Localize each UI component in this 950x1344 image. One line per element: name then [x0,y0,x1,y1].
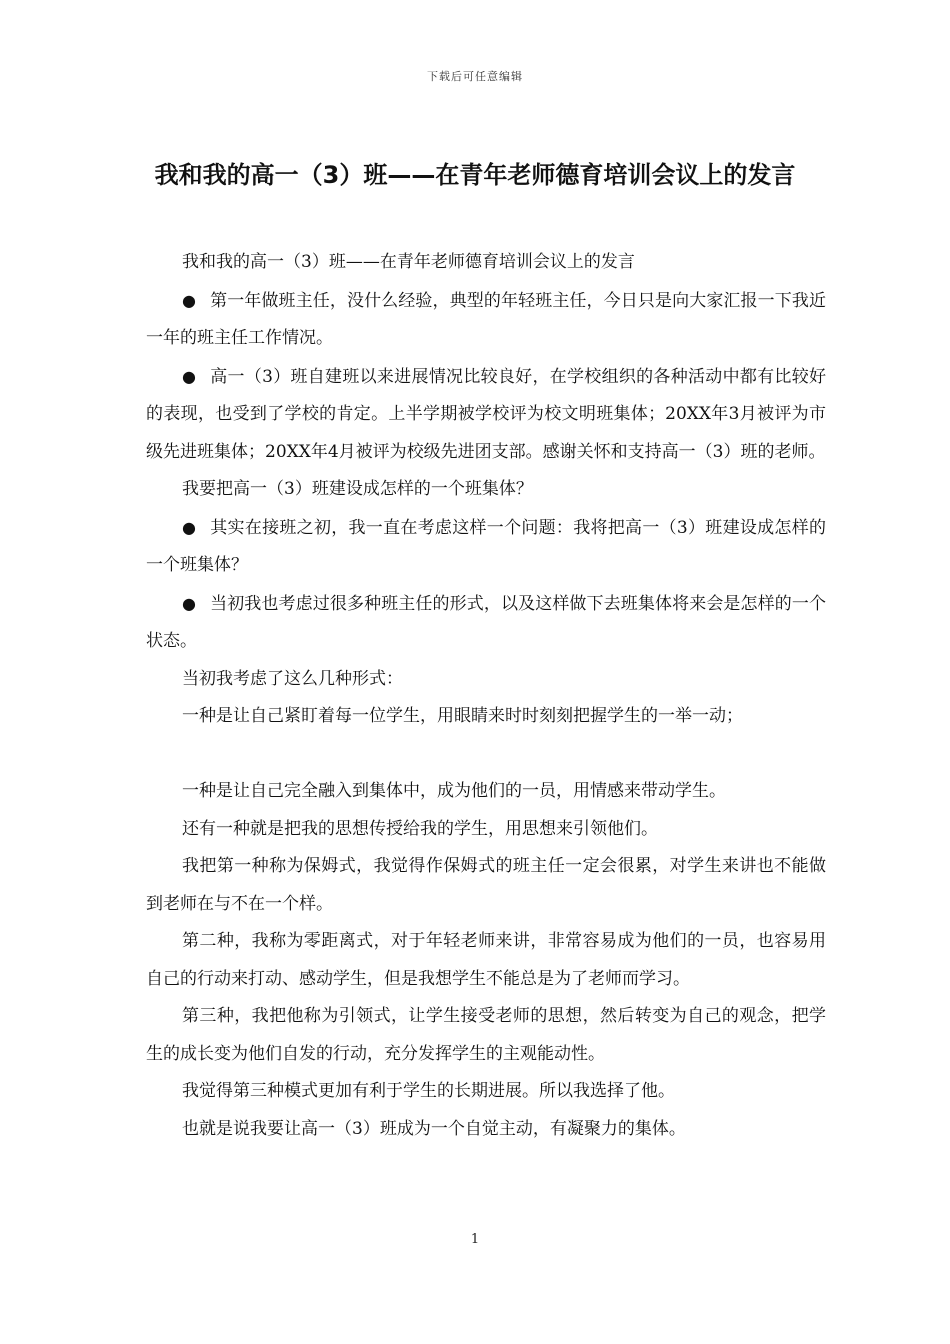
paragraph: 第三种，我把他称为引领式，让学生接受老师的思想，然后转变为自己的观念，把学生的成长变为他们自发的行动，充分发挥学生的主观能动性。 [146,1006,826,1064]
header-note: 下载后可任意编辑 [427,70,523,83]
paragraph-text: 其实在接班之初，我一直在考虑这样一个问题：我将把高一（3）班建设成怎样的一个班集体？ [146,517,826,575]
paragraph: 也就是说我要让高一（3）班成为一个自觉主动，有凝聚力的集体。 [182,1118,686,1139]
bullet-paragraph [146,509,826,585]
paragraph: 当初我考虑了这么几种形式： [182,668,403,689]
bullet-icon: ● [182,366,197,386]
paragraph: 第二种，我称为零距离式，对于年轻老师来讲，非常容易成为他们的一员，也容易用自己的行动来打动、感动学生，但是我想学生不能总是为了老师而学习。 [146,931,826,989]
bullet-paragraph [146,585,826,661]
page-number: 1 [470,1232,480,1247]
bullet-paragraph [146,358,826,472]
bullet-icon: ● [182,290,197,310]
blank-line [146,736,826,774]
document-body [146,244,826,1148]
document-title: 我和我的高一（3）班——在青年老师德育培训会议上的发言 [154,161,796,189]
paragraph: 我把第一种称为保姆式，我觉得作保姆式的班主任一定会很累，对学生来讲也不能做到老师在与不在一个样。 [146,856,826,914]
bullet-icon: ● [182,517,197,537]
paragraph: 我要把高一（3）班建设成怎样的一个班集体？ [182,479,533,499]
paragraph: 我觉得第三种模式更加有利于学生的长期进展。所以我选择了他。 [182,1081,675,1101]
paragraph: 一种是让自己完全融入到集体中，成为他们的一员，用情感来带动学生。 [182,781,726,801]
paragraph-text: 第一年做班主任，没什么经验，典型的年轻班主任，今日只是向大家汇报一下我近一年的班主任工作情况。 [146,290,826,348]
paragraph: 一种是让自己紧盯着每一位学生，用眼睛来时时刻刻把握学生的一举一动； [182,706,743,726]
paragraph-text: 高一（3）班自建班以来进展情况比较良好，在学校组织的各种活动中都有比较好的表现，也受到了学校的肯定。上半学期被学校评为校文明班集体；20XX年3月被评为市级先进班集体；20XX年4月被评为校级先进团支部。感谢关怀和支持高一（3）班的老师。 [146,366,826,462]
paragraph-text: 当初我也考虑过很多种班主任的形式，以及这样做下去班集体将来会是怎样的一个状态。 [146,593,826,651]
bullet-icon: ● [182,593,197,613]
paragraph: 还有一种就是把我的思想传授给我的学生，用思想来引领他们。 [182,818,658,839]
bullet-paragraph [146,282,826,358]
paragraph: 我和我的高一（3）班——在青年老师德育培训会议上的发言 [182,252,635,272]
